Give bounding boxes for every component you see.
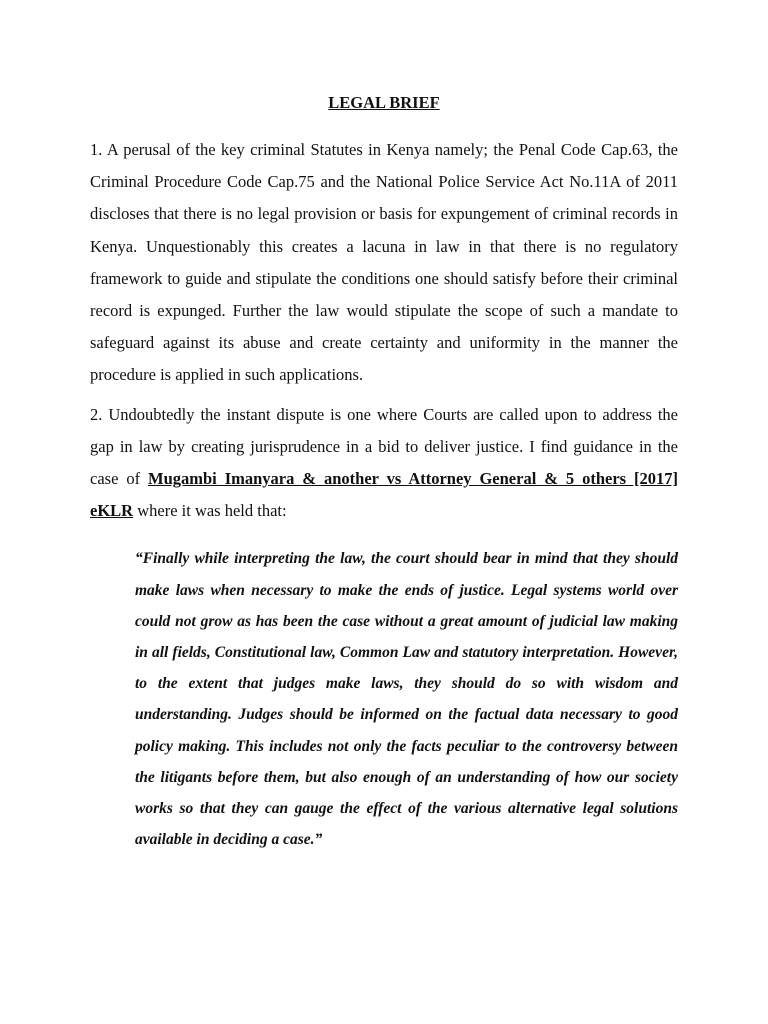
block-quote: “Finally while interpreting the law, the court should bear in mind that they should make laws when necessary to make the ends of justice. Legal systems world over could not grow as has been the case without a great amount of judicial law making in all fields, Constitutional law, Common Law and statutory interpretation. However, to the extent that judges make laws, they should do so with wisdom and understanding. Judges should be informed on the factual data necessary to good policy making. This includes not only the facts peculiar to the controversy between the litigants before them, but also enough of an understanding of how our society works so that they can gauge the effect of the various alternative legal solutions available in deciding a case.” bbox=[135, 550, 678, 849]
paragraph-2 bbox=[90, 399, 678, 528]
paragraph-2-lead: 2. Undoubtedly the instant dispute is one where Courts are called upon to address the gap in law by creating jurisprudence in a bid to deliver justice. I find guidance in the case of bbox=[90, 404, 678, 489]
case-citation: Mugambi Imanyara & another vs Attorney General & 5 others [2017] eKLR bbox=[90, 469, 679, 521]
document-title: LEGAL BRIEF bbox=[328, 93, 440, 112]
paragraph-1: 1. A perusal of the key criminal Statutes in Kenya namely; the Penal Code Cap.63, the Criminal Procedure Code Cap.75 and the National Police Service Act No.11A of 2011 discloses that there is no legal provision or basis for expungement of criminal records in Kenya. Unquestionably this creates a lacuna in law in that there is no regulatory framework to guide and stipulate the conditions one should satisfy before their criminal record is expunged. Further the law would stipulate the scope of such a mandate to safeguard against its abuse and create certainty and uniformity in the manner the procedure is applied in such applications. bbox=[90, 140, 678, 385]
paragraph-2-tail: where it was held that: bbox=[133, 501, 287, 521]
